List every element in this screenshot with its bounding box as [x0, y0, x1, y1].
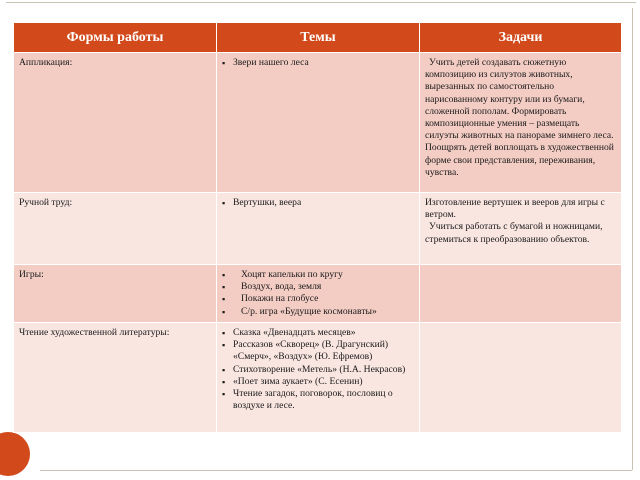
- table-row: [14, 323, 622, 433]
- header-topics: Темы: [217, 23, 420, 53]
- work-plan-table: [13, 22, 622, 433]
- topic-item: ▪ Рассказов «Скворец» (В. Драгунский) «Смерч», «Воздух» (Ю. Ефремов): [222, 339, 413, 363]
- form-cell: Аппликация:: [14, 53, 217, 193]
- topic-item: ▪ Звери нашего леса: [222, 57, 413, 69]
- frame-top-line: [6, 2, 636, 3]
- topic-item: ▪ Хоцят капельки по кругу: [222, 269, 413, 281]
- topic-item: ▪ Вертушки, веера: [222, 197, 413, 209]
- form-cell: Ручной труд:: [14, 193, 217, 265]
- table-header-row: [14, 23, 622, 53]
- topics-cell: [217, 193, 420, 265]
- frame-bottom-line: [40, 470, 632, 471]
- task-text: Изготовление вертушек и вееров для игры с ветром.: [425, 197, 605, 221]
- header-forms: Формы работы: [14, 23, 217, 53]
- form-cell: Чтение художественной литературы:: [14, 323, 217, 433]
- decorative-corner-ring: [0, 426, 34, 480]
- tasks-cell: [420, 323, 622, 433]
- topic-item: ▪ Покажи на глобусе: [222, 293, 413, 305]
- topic-item: ▪ С/р. игра «Будущие космонавты»: [222, 306, 413, 318]
- tasks-cell: [420, 265, 622, 323]
- tasks-cell: [420, 193, 622, 265]
- topics-cell: [217, 265, 420, 323]
- topics-cell: [217, 53, 420, 193]
- table-row: [14, 193, 622, 265]
- table-row: [14, 265, 622, 323]
- topic-item: ▪ Сказка «Двенадцать месяцев»: [222, 327, 413, 339]
- tasks-cell: [420, 53, 622, 193]
- topics-cell: [217, 323, 420, 433]
- topic-item: ▪ Стихотворение «Метель» (Н.А. Некрасов): [222, 364, 413, 376]
- table-row: [14, 53, 622, 193]
- topic-item: ▪ Чтение загадок, поговорок, пословиц о воздухе и лесе.: [222, 388, 413, 412]
- form-cell: Игры:: [14, 265, 217, 323]
- task-text: Учить детей создавать сюжетную композицию из силуэтов животных, вырезанных по самостоятельно нарисованному контуру или из бумаги, сложенной пополам. Формировать композиционные умения – размещать силуэты животных на панораме зимнего леса. Поощрять детей воплощать в художественной форме свои представления, переживания, чувства.: [425, 57, 614, 178]
- header-tasks: Задачи: [420, 23, 622, 53]
- topic-item: ▪ Воздух, вода, земля: [222, 281, 413, 293]
- topic-item: ▪ «Поет зима аукает» (С. Есенин): [222, 376, 413, 388]
- task-text: Учиться работать с бумагой и ножницами, стремиться к преобразованию объектов.: [425, 221, 603, 245]
- frame-right-line: [632, 8, 633, 470]
